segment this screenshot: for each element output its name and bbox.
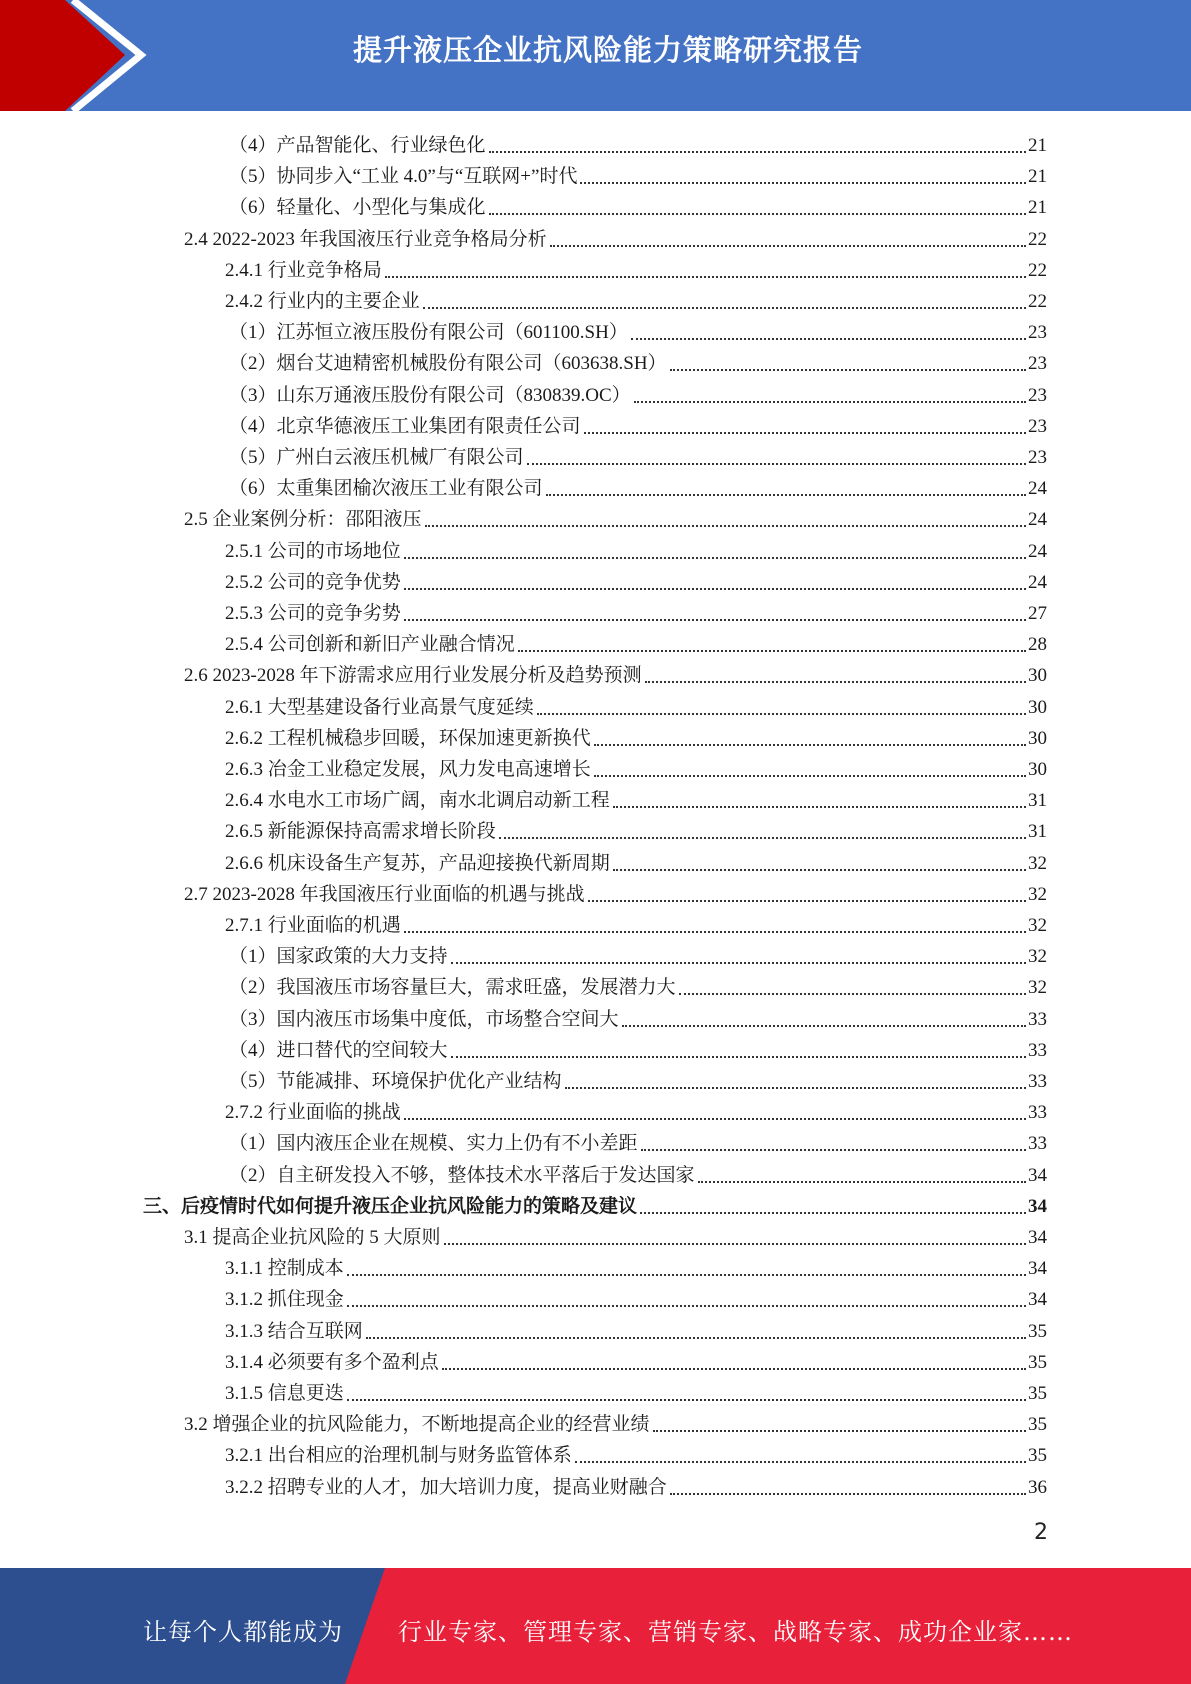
toc-entry-title: 2.4.1 行业竞争格局 [225, 259, 382, 281]
toc-entry[interactable] [225, 1437, 1047, 1468]
toc-entry[interactable] [229, 408, 1047, 439]
toc-entry-title: （3）国内液压市场集中度低，市场整合空间大 [229, 1008, 619, 1030]
toc-entry[interactable] [225, 533, 1047, 564]
toc-dot-leader [641, 1149, 1026, 1151]
toc-entry-page: 24 [1028, 478, 1047, 500]
toc-entry[interactable] [184, 1219, 1047, 1250]
toc-entry-title: 2.6.2 工程机械稳步回暖，环保加速更新换代 [225, 727, 591, 749]
toc-entry-title: （4）进口替代的空间较大 [229, 1039, 448, 1061]
toc-entry-title: （1）国家政策的大力支持 [229, 946, 448, 968]
toc-entry[interactable] [229, 938, 1047, 969]
toc-entry-page: 23 [1028, 322, 1047, 344]
toc-entry-title: 3.1.2 抓住现金 [225, 1289, 344, 1311]
toc-entry-page: 32 [1028, 946, 1047, 968]
toc-dot-leader [594, 775, 1026, 777]
header-banner [0, 0, 1191, 111]
toc-entry-page: 34 [1028, 1289, 1047, 1311]
toc-dot-leader [634, 401, 1026, 403]
toc-dot-leader [347, 1399, 1026, 1401]
toc-entry-title: 2.7.2 行业面临的挑战 [225, 1102, 401, 1124]
toc-entry-page: 27 [1028, 603, 1047, 624]
toc-entry-title: 3.1.5 信息更迭 [225, 1383, 344, 1404]
toc-entry-page: 22 [1028, 259, 1047, 281]
toc-entry-page: 34 [1028, 1258, 1047, 1280]
toc-entry-page: 24 [1028, 509, 1047, 531]
toc-entry[interactable] [229, 470, 1047, 501]
toc-entry-page: 23 [1028, 447, 1047, 468]
toc-entry-title: 2.6.6 机床设备生产复苏，产品迎接换代新周期 [225, 852, 610, 874]
toc-entry-page: 32 [1028, 852, 1047, 874]
toc-dot-leader [404, 1118, 1026, 1120]
toc-entry-title: （4）产品智能化、行业绿色化 [229, 135, 486, 156]
toc-dot-leader [588, 900, 1026, 902]
toc-entry-title: 3.1.4 必须要有多个盈利点 [225, 1351, 439, 1373]
toc-entry-title: 2.5 企业案例分析：邵阳液压 [184, 509, 422, 531]
toc-entry-title: 2.6 2023-2028 年下游需求应用行业发展分析及趋势预测 [184, 665, 642, 687]
toc-entry[interactable] [225, 907, 1047, 938]
toc-entry[interactable] [229, 1063, 1047, 1094]
toc-entry[interactable] [229, 439, 1047, 470]
toc-dot-leader [404, 588, 1026, 590]
toc-entry-page: 21 [1028, 166, 1047, 188]
toc-dot-leader [613, 869, 1026, 871]
toc-entry-page: 32 [1028, 977, 1047, 999]
toc-entry-title: （3）山东万通液压股份有限公司（830839.OC） [229, 384, 631, 406]
toc-entry-page: 35 [1028, 1351, 1047, 1373]
toc-entry-page: 22 [1028, 228, 1047, 250]
toc-entry[interactable] [225, 845, 1047, 876]
toc-entry-page: 34 [1028, 1164, 1047, 1186]
toc-entry[interactable] [229, 969, 1047, 1000]
toc-dot-leader [670, 1493, 1026, 1495]
toc-entry[interactable] [229, 189, 1047, 220]
toc-entry[interactable] [225, 751, 1047, 782]
toc-dot-leader [594, 744, 1026, 746]
toc-entry-title: 三、后疫情时代如何提升液压企业抗风险能力的策略及建议 [143, 1195, 638, 1217]
toc-entry-page: 33 [1028, 1008, 1047, 1030]
toc-dot-leader [565, 1087, 1026, 1089]
toc-entry-page: 23 [1028, 415, 1047, 437]
toc-entry-title: 3.1.3 结合互联网 [225, 1320, 363, 1342]
toc-entry[interactable] [225, 1313, 1047, 1344]
toc-entry[interactable] [225, 1281, 1047, 1312]
toc-dot-leader [679, 993, 1026, 995]
toc-entry[interactable] [184, 876, 1047, 907]
toc-entry-title: 2.5.4 公司创新和新旧产业融合情况 [225, 634, 515, 656]
toc-entry[interactable] [225, 283, 1047, 314]
toc-entry[interactable] [225, 564, 1047, 595]
toc-entry[interactable] [225, 1094, 1047, 1125]
toc-entry[interactable] [229, 1125, 1047, 1156]
toc-entry[interactable] [225, 1344, 1047, 1375]
toc-entry[interactable] [143, 1188, 1047, 1219]
toc-dot-leader [640, 1212, 1026, 1214]
toc-entry[interactable] [229, 345, 1047, 376]
toc-dot-leader [404, 619, 1026, 621]
toc-dot-leader [575, 1461, 1026, 1463]
toc-entry-page: 22 [1028, 291, 1047, 312]
toc-entry-page: 21 [1028, 197, 1047, 219]
toc-entry[interactable] [225, 595, 1047, 626]
toc-entry-title: 3.2.2 招聘专业的人才，加大培训力度，提高业财融合 [225, 1476, 667, 1498]
toc-dot-leader [425, 525, 1026, 527]
toc-entry-title: 2.5.1 公司的市场地位 [225, 540, 401, 562]
toc-entry-title: 2.7.1 行业面临的机遇 [225, 915, 401, 936]
toc-entry-page: 30 [1028, 665, 1047, 687]
toc-dot-leader [347, 1274, 1026, 1276]
toc-entry-page: 36 [1028, 1476, 1047, 1498]
toc-dot-leader [423, 307, 1026, 309]
toc-dot-leader [442, 1368, 1026, 1370]
toc-entry-page: 32 [1028, 883, 1047, 905]
toc-dot-leader [527, 463, 1026, 465]
toc-entry-page: 33 [1028, 1039, 1047, 1061]
toc-entry-title: 3.1.1 控制成本 [225, 1258, 344, 1280]
toc-dot-leader [653, 1430, 1026, 1432]
toc-entry-page: 33 [1028, 1071, 1047, 1092]
toc-entry-title: 2.5.3 公司的竞争劣势 [225, 603, 401, 624]
toc-entry[interactable] [229, 1001, 1047, 1032]
toc-entry[interactable] [229, 127, 1047, 158]
toc-entry-title: （6）轻量化、小型化与集成化 [229, 197, 486, 219]
toc-entry-title: （2）自主研发投入不够，整体技术水平落后于发达国家 [229, 1164, 695, 1186]
toc-dot-leader [489, 151, 1026, 153]
toc-entry-page: 24 [1028, 540, 1047, 562]
footer-slogan-right: 行业专家、管理专家、营销专家、战略专家、成功企业家…… [398, 1618, 1073, 1646]
toc-entry-page: 33 [1028, 1133, 1047, 1155]
toc-dot-leader [584, 432, 1026, 434]
toc-entry[interactable] [229, 1157, 1047, 1188]
toc-entry-page: 28 [1028, 634, 1047, 656]
toc-dot-leader [451, 1056, 1026, 1058]
toc-entry-page: 23 [1028, 353, 1047, 375]
toc-dot-leader [347, 1305, 1026, 1307]
toc-entry[interactable] [225, 626, 1047, 657]
toc-entry[interactable] [225, 782, 1047, 813]
toc-entry-page: 23 [1028, 384, 1047, 406]
toc-entry-title: （2）我国液压市场容量巨大，需求旺盛，发展潜力大 [229, 977, 676, 999]
toc-entry-title: （5）广州白云液压机械厂有限公司 [229, 447, 524, 468]
toc-dot-leader [499, 837, 1026, 839]
toc-entry-title: 2.4.2 行业内的主要企业 [225, 291, 420, 312]
toc-entry-title: （4）北京华德液压工业集团有限责任公司 [229, 415, 581, 437]
toc-dot-leader [451, 962, 1026, 964]
toc-entry-page: 34 [1028, 1227, 1047, 1248]
toc-entry-title: （6）太重集团榆次液压工业有限公司 [229, 478, 543, 500]
toc-entry[interactable] [225, 1375, 1047, 1406]
toc-dot-leader [444, 1243, 1026, 1245]
toc-entry[interactable] [229, 158, 1047, 189]
toc-entry-title: 2.6.3 冶金工业稳定发展，风力发电高速增长 [225, 759, 591, 780]
toc-entry-page: 35 [1028, 1320, 1047, 1342]
toc-entry[interactable] [225, 252, 1047, 283]
toc-entry[interactable] [184, 1406, 1047, 1437]
toc-entry-page: 31 [1028, 821, 1047, 843]
toc-entry[interactable] [229, 1032, 1047, 1063]
toc-entry-page: 30 [1028, 759, 1047, 780]
toc-entry[interactable] [184, 657, 1047, 688]
toc-dot-leader [580, 182, 1026, 184]
toc-dot-leader [366, 1337, 1026, 1339]
toc-dot-leader [404, 931, 1026, 933]
footer-slogan-left: 让每个人都能成为 [143, 1618, 343, 1646]
toc-entry-page: 30 [1028, 727, 1047, 749]
toc-dot-leader [385, 276, 1026, 278]
page-number: 2 [1034, 1520, 1048, 1545]
toc-entry-title: 2.5.2 公司的竞争优势 [225, 571, 401, 593]
toc-entry-page: 34 [1028, 1195, 1047, 1217]
toc-entry-title: （5）协同步入“工业 4.0”与“互联网+”时代 [229, 166, 578, 188]
toc-entry-page: 31 [1028, 790, 1047, 812]
toc-entry-page: 35 [1028, 1383, 1047, 1404]
toc-entry-title: （2）烟台艾迪精密机械股份有限公司（603638.SH） [229, 353, 667, 375]
toc-entry[interactable] [184, 221, 1047, 252]
toc-entry-page: 35 [1028, 1414, 1047, 1436]
toc-entry[interactable] [225, 813, 1047, 844]
toc-entry-title: 2.6.4 水电水工市场广阔，南水北调启动新工程 [225, 790, 610, 812]
footer-banner [0, 1568, 1191, 1684]
toc-entry-title: 2.6.1 大型基建设备行业高景气度延续 [225, 696, 534, 718]
toc-entry-title: 3.2 增强企业的抗风险能力，不断地提高企业的经营业绩 [184, 1414, 650, 1436]
toc-entry-page: 30 [1028, 696, 1047, 718]
toc-entry-title: 3.2.1 出台相应的治理机制与财务监管体系 [225, 1445, 572, 1467]
toc-entry-page: 21 [1028, 135, 1047, 156]
toc-dot-leader [670, 369, 1026, 371]
toc-entry-title: 2.7 2023-2028 年我国液压行业面临的机遇与挑战 [184, 883, 585, 905]
toc-dot-leader [613, 806, 1026, 808]
toc-entry-page: 35 [1028, 1445, 1047, 1467]
toc-dot-leader [622, 1025, 1026, 1027]
toc-dot-leader [537, 713, 1026, 715]
toc-entry-page: 24 [1028, 571, 1047, 593]
toc-entry-title: 2.4 2022-2023 年我国液压行业竞争格局分析 [184, 228, 547, 250]
toc-entry[interactable] [229, 314, 1047, 345]
toc-dot-leader [698, 1181, 1026, 1183]
toc-entry[interactable] [229, 377, 1047, 408]
report-title: 提升液压企业抗风险能力策略研究报告 [352, 33, 863, 67]
toc-dot-leader [489, 213, 1026, 215]
toc-entry-title: （1）国内液压企业在规模、实力上仍有不小差距 [229, 1133, 638, 1155]
toc-dot-leader [546, 494, 1026, 496]
toc-entry-page: 32 [1028, 915, 1047, 936]
toc-entry-title: （5）节能减排、环境保护优化产业结构 [229, 1071, 562, 1092]
toc-dot-leader [404, 557, 1026, 559]
toc-entry[interactable] [225, 1469, 1047, 1500]
toc-entry-title: 3.1 提高企业抗风险的 5 大原则 [184, 1227, 441, 1248]
toc-entry-page: 33 [1028, 1102, 1047, 1124]
toc-entry-title: 2.6.5 新能源保持高需求增长阶段 [225, 821, 496, 843]
toc-entry-title: （1）江苏恒立液压股份有限公司（601100.SH） [229, 322, 628, 344]
toc-dot-leader [631, 338, 1026, 340]
toc-entry[interactable] [225, 1250, 1047, 1281]
toc-entry[interactable] [225, 720, 1047, 751]
toc-entry[interactable] [225, 689, 1047, 720]
toc-dot-leader [550, 245, 1026, 247]
toc-dot-leader [518, 650, 1026, 652]
toc-dot-leader [645, 681, 1026, 683]
toc-entry[interactable] [184, 501, 1047, 532]
